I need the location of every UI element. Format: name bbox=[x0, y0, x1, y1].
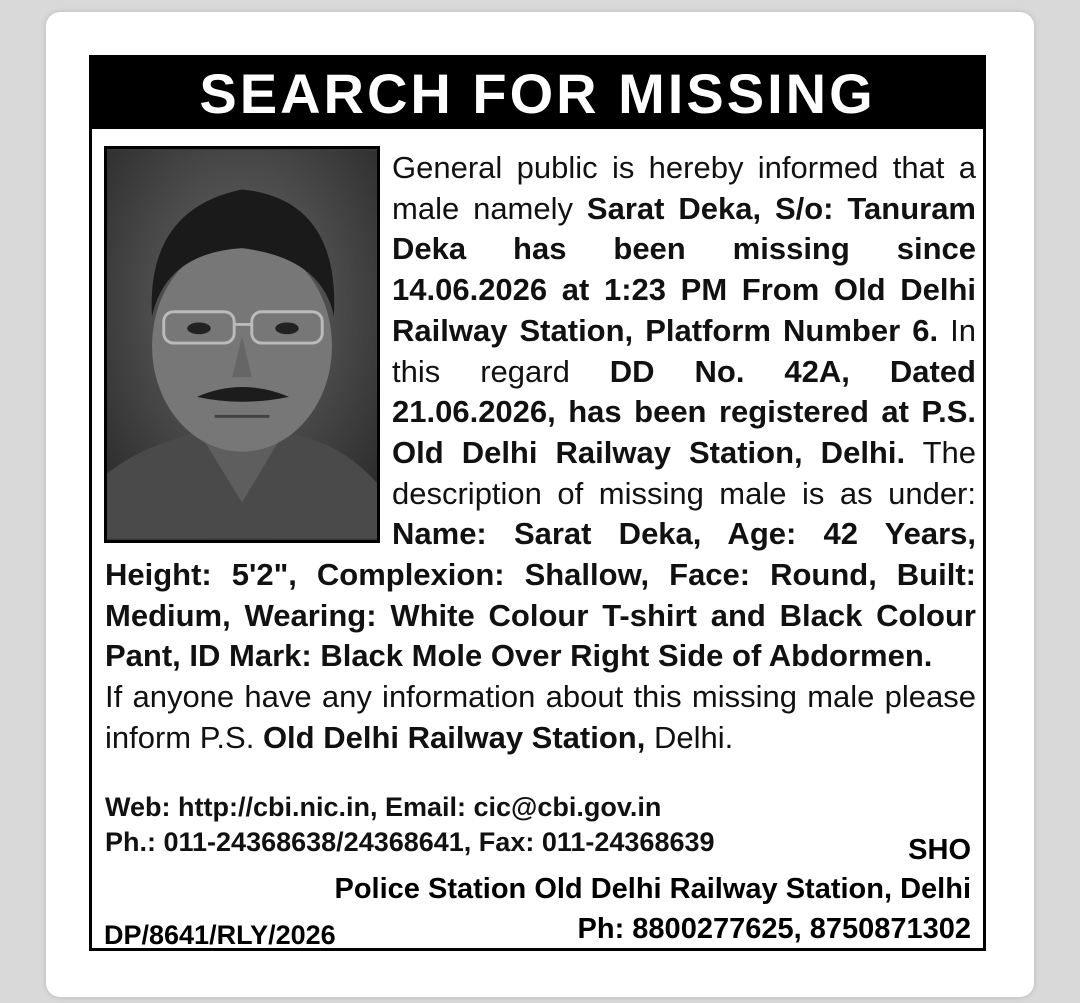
web-email: Web: http://cbi.nic.in, Email: cic@cbi.gov.in bbox=[105, 792, 662, 822]
appeal-text: If anyone have any information about this missing male please inform P.S. bbox=[105, 679, 976, 755]
missing-date-place: 14.06.2026 at 1:23 PM From Old Delhi Railway Station, Platform Number 6. bbox=[392, 272, 976, 348]
physical-description: Name: Sarat Deka, Age: 42 Years, Height: 5'2", Complexion: Shallow, Face: Round, Built: Medium, Wearing: White Colour T-shirt and Black Colour Pant, ID Mark: Black Mole Over Right Side of Abdormen. bbox=[105, 516, 976, 674]
dd-number: DD No. 42A, Dated 21.06.2026, has been registered at P.S. Old Delhi Railway Station, Delhi. bbox=[392, 353, 976, 470]
appeal-city: Delhi. bbox=[645, 719, 734, 755]
missing-notice bbox=[89, 55, 986, 951]
notice-body bbox=[105, 148, 976, 759]
missing-since-label: has been missing since bbox=[466, 231, 976, 267]
signatory-designation: SHO bbox=[908, 834, 971, 866]
appeal-paragraph bbox=[105, 677, 976, 758]
notice-header bbox=[92, 58, 983, 129]
notice-title: SEARCH FOR MISSING bbox=[199, 62, 876, 125]
regard-text: In this regard bbox=[392, 312, 976, 389]
phone-fax: Ph.: 011-24368638/24368641, Fax: 011-24368639 bbox=[105, 827, 715, 857]
description-intro: The description of missing male is as under: bbox=[392, 434, 976, 511]
appeal-station: Old Delhi Railway Station, bbox=[262, 719, 646, 755]
reference-number: DP/8641/RLY/2026 bbox=[104, 920, 336, 950]
missing-person-name: Sarat Deka, S/o: Tanuram Deka bbox=[392, 190, 976, 267]
signatory-phone: Ph: 8800277625, 8750871302 bbox=[577, 913, 971, 945]
signatory-station: Police Station Old Delhi Railway Station, Delhi bbox=[334, 873, 971, 905]
intro-text: General public is hereby informed that a male namely bbox=[392, 150, 976, 226]
